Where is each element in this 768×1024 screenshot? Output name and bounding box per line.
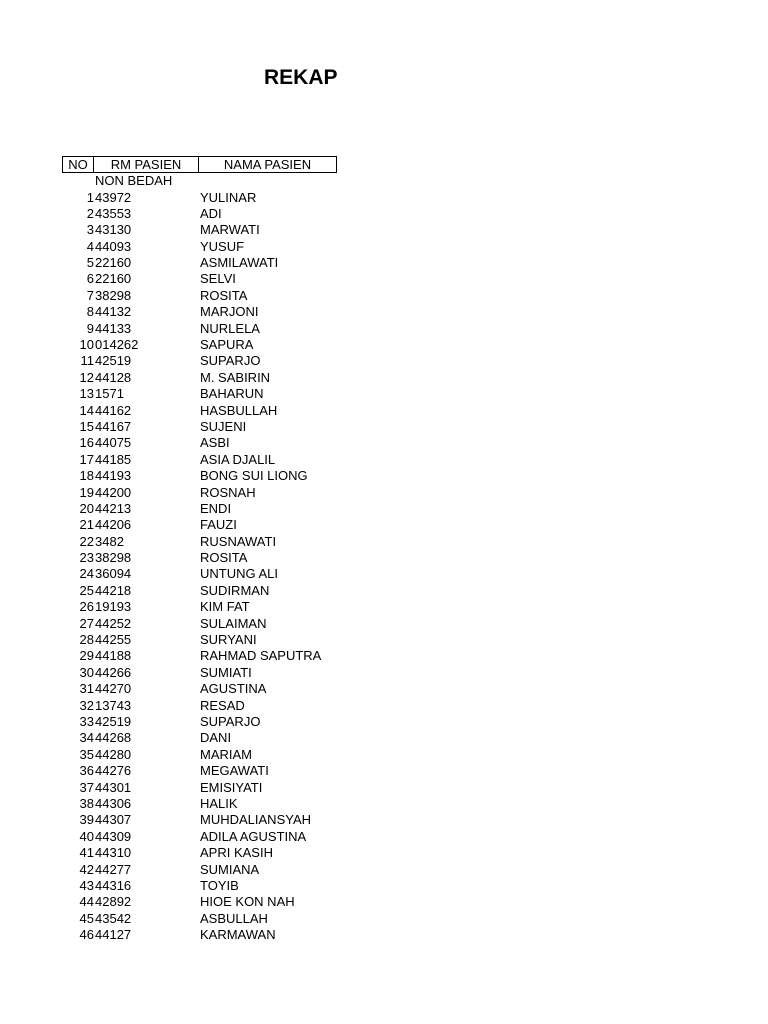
row-rm-pasien: 43972 [95, 189, 132, 205]
row-no: 15 [79, 418, 94, 434]
row-no: 13 [79, 386, 94, 402]
header-no: NO [62, 156, 94, 173]
row-rm-pasien: 014262 [95, 337, 139, 353]
row-nama-pasien: ROSITA [200, 287, 248, 303]
row-no: 20 [79, 500, 94, 516]
table-row [62, 862, 362, 878]
table-row [62, 665, 362, 681]
table-row [62, 206, 362, 222]
section-label: NON BEDAH [95, 173, 173, 188]
row-no: 21 [79, 517, 94, 533]
row-nama-pasien: ROSNAH [200, 484, 256, 500]
row-rm-pasien: 22160 [95, 271, 132, 287]
row-nama-pasien: ENDI [200, 500, 232, 516]
table-row [62, 353, 362, 369]
row-nama-pasien: HIOE KON NAH [200, 894, 295, 910]
row-rm-pasien: 44167 [95, 418, 132, 434]
row-nama-pasien: SULAIMAN [200, 615, 267, 631]
row-no: 40 [79, 828, 94, 844]
table-row [62, 780, 362, 796]
row-nama-pasien: ADI [200, 205, 222, 221]
row-nama-pasien: BONG SUI LIONG [200, 468, 308, 484]
row-rm-pasien: 42519 [95, 353, 132, 369]
table-row [62, 894, 362, 910]
row-nama-pasien: ASBI [200, 435, 230, 451]
row-no: 42 [79, 861, 94, 877]
row-nama-pasien: SURYANI [200, 632, 257, 648]
row-rm-pasien: 44252 [95, 615, 132, 631]
row-no: 11 [80, 353, 94, 369]
row-rm-pasien: 44132 [95, 304, 132, 320]
table-row [62, 501, 362, 517]
row-rm-pasien: 44301 [95, 779, 132, 795]
table-row [62, 632, 362, 648]
row-no: 29 [79, 648, 94, 664]
row-rm-pasien: 44128 [95, 369, 132, 385]
row-no: 36 [79, 763, 94, 779]
table-row [62, 485, 362, 501]
row-nama-pasien: M. SABIRIN [200, 369, 271, 385]
row-no: 41 [79, 845, 94, 861]
row-no: 18 [79, 468, 94, 484]
table-row [62, 812, 362, 828]
table-row [62, 714, 362, 730]
patient-table-body [62, 190, 362, 944]
row-no: 31 [79, 681, 94, 697]
row-nama-pasien: SUDIRMAN [200, 582, 270, 598]
row-rm-pasien: 44162 [95, 402, 132, 418]
row-no: 28 [79, 632, 94, 648]
table-row [62, 517, 362, 533]
row-no: 10 [79, 337, 94, 353]
row-no: 8 [86, 304, 94, 320]
table-row [62, 763, 362, 779]
row-rm-pasien: 44127 [95, 927, 132, 943]
table-row [62, 321, 362, 337]
table-row [62, 845, 362, 861]
table-row [62, 550, 362, 566]
row-rm-pasien: 43542 [95, 910, 132, 926]
row-nama-pasien: ASMILAWATI [200, 255, 279, 271]
table-row [62, 403, 362, 419]
row-rm-pasien: 44200 [95, 484, 132, 500]
row-rm-pasien: 44206 [95, 517, 132, 533]
row-rm-pasien: 42519 [95, 714, 132, 729]
page-title: REKAP [264, 66, 338, 89]
row-nama-pasien: SUPARJO [200, 714, 261, 729]
row-nama-pasien: BAHARUN [200, 386, 264, 402]
row-rm-pasien: 44310 [95, 845, 132, 861]
table-row [62, 681, 362, 697]
row-nama-pasien: AGUSTINA [200, 681, 267, 697]
row-nama-pasien: FAUZI [200, 517, 237, 533]
row-rm-pasien: 44075 [95, 435, 132, 451]
row-nama-pasien: MARIAM [200, 746, 252, 762]
row-no: 39 [79, 812, 94, 828]
row-rm-pasien: 44218 [95, 582, 132, 598]
row-nama-pasien: ASBULLAH [200, 910, 268, 926]
row-rm-pasien: 44270 [95, 681, 132, 697]
row-no: 14 [79, 402, 94, 418]
row-nama-pasien: SUMIATI [200, 664, 252, 680]
row-nama-pasien: SUJENI [200, 418, 247, 434]
row-rm-pasien: 3482 [95, 533, 124, 549]
row-nama-pasien: MARJONI [200, 304, 259, 320]
row-nama-pasien: KARMAWAN [200, 927, 276, 943]
row-nama-pasien: ROSITA [200, 550, 248, 566]
table-row [62, 698, 362, 714]
table-row [62, 271, 362, 287]
row-rm-pasien: 44316 [95, 877, 132, 893]
row-no: 12 [79, 369, 94, 385]
row-no: 24 [79, 566, 94, 582]
row-nama-pasien: ASIA DJALIL [200, 451, 276, 467]
table-row [62, 730, 362, 746]
row-no: 16 [79, 435, 94, 451]
row-no: 44 [79, 894, 94, 910]
table-row [62, 829, 362, 845]
header-nama-pasien: NAMA PASIEN [198, 156, 337, 173]
table-row [62, 452, 362, 468]
row-no: 38 [79, 795, 94, 811]
row-rm-pasien: 1571 [95, 386, 124, 402]
row-nama-pasien: RAHMAD SAPUTRA [200, 648, 322, 664]
row-nama-pasien: ADILA AGUSTINA [200, 828, 307, 844]
table-row [62, 599, 362, 615]
row-nama-pasien: SAPURA [200, 337, 254, 353]
row-nama-pasien: APRI KASIH [200, 845, 273, 861]
row-rm-pasien: 44306 [95, 795, 132, 811]
row-nama-pasien: NURLELA [200, 320, 260, 336]
row-nama-pasien: SELVI [200, 271, 236, 287]
row-rm-pasien: 44193 [95, 468, 132, 484]
row-no: 6 [86, 271, 94, 287]
row-nama-pasien: YULINAR [200, 189, 257, 205]
table-row [62, 255, 362, 271]
row-no: 23 [79, 550, 94, 566]
table-row [62, 878, 362, 894]
row-no: 26 [79, 599, 94, 615]
row-no: 3 [86, 222, 94, 238]
row-rm-pasien: 44188 [95, 648, 132, 664]
row-rm-pasien: 42892 [95, 894, 132, 910]
row-rm-pasien: 22160 [95, 255, 132, 271]
row-rm-pasien: 44276 [95, 763, 132, 779]
row-no: 17 [79, 451, 94, 467]
row-no: 9 [86, 320, 94, 336]
header-rm-pasien: RM PASIEN [93, 156, 199, 173]
row-no: 22 [79, 533, 94, 549]
table-row [62, 747, 362, 763]
row-nama-pasien: MEGAWATI [200, 763, 269, 779]
table-row [62, 796, 362, 812]
row-no: 2 [86, 205, 94, 221]
row-no: 25 [79, 582, 94, 598]
row-rm-pasien: 44268 [95, 730, 132, 746]
table-row [62, 386, 362, 402]
row-no: 34 [79, 730, 94, 746]
table-row [62, 911, 362, 927]
row-rm-pasien: 36094 [95, 566, 132, 582]
table-header [62, 156, 338, 172]
row-rm-pasien: 38298 [95, 550, 132, 566]
row-rm-pasien: 44277 [95, 861, 132, 877]
row-no: 45 [79, 910, 94, 926]
row-nama-pasien: HASBULLAH [200, 402, 278, 418]
row-no: 27 [79, 615, 94, 631]
row-nama-pasien: EMISIYATI [200, 779, 263, 795]
row-no: 46 [79, 927, 94, 943]
row-nama-pasien: MUHDALIANSYAH [200, 812, 312, 828]
row-nama-pasien: TOYIB [200, 877, 239, 893]
row-no: 5 [86, 255, 94, 271]
row-rm-pasien: 44093 [95, 238, 132, 254]
table-row [62, 583, 362, 599]
row-nama-pasien: DANI [200, 730, 232, 746]
row-no: 43 [79, 877, 94, 893]
row-rm-pasien: 44307 [95, 812, 132, 828]
table-row [62, 468, 362, 484]
row-nama-pasien: HALIK [200, 795, 238, 811]
row-rm-pasien: 43130 [95, 222, 132, 238]
table-row [62, 419, 362, 435]
row-no: 1 [86, 189, 94, 205]
row-nama-pasien: SUPARJO [200, 353, 261, 369]
row-nama-pasien: YUSUF [200, 238, 245, 254]
table-row [62, 435, 362, 451]
row-rm-pasien: 44309 [95, 828, 132, 844]
table-row [62, 616, 362, 632]
row-no: 4 [86, 238, 94, 254]
table-row [62, 648, 362, 664]
row-nama-pasien: KIM FAT [200, 599, 250, 615]
table-row [62, 927, 362, 943]
row-no: 35 [79, 746, 94, 762]
row-no: 7 [86, 287, 94, 303]
row-nama-pasien: UNTUNG ALI [200, 566, 279, 582]
row-rm-pasien: 44280 [95, 746, 132, 762]
row-nama-pasien: SUMIANA [200, 861, 260, 877]
row-rm-pasien: 13743 [95, 697, 132, 713]
row-rm-pasien: 43553 [95, 205, 132, 221]
row-no: 32 [79, 697, 94, 713]
row-no: 37 [79, 779, 94, 795]
table-row [62, 239, 362, 255]
row-rm-pasien: 44133 [95, 320, 132, 336]
table-row [62, 190, 362, 206]
table-row [62, 337, 362, 353]
row-no: 33 [79, 714, 94, 729]
table-row [62, 288, 362, 304]
row-nama-pasien: RESAD [200, 697, 245, 713]
table-row [62, 534, 362, 550]
table-row [62, 222, 362, 238]
row-nama-pasien: MARWATI [200, 222, 260, 238]
table-row [62, 304, 362, 320]
table-row [62, 566, 362, 582]
row-rm-pasien: 44255 [95, 632, 132, 648]
row-rm-pasien: 44266 [95, 664, 132, 680]
table-row [62, 370, 362, 386]
row-no: 30 [79, 664, 94, 680]
row-rm-pasien: 44185 [95, 451, 132, 467]
row-nama-pasien: RUSNAWATI [200, 533, 277, 549]
row-rm-pasien: 19193 [95, 599, 132, 615]
row-rm-pasien: 44213 [95, 500, 132, 516]
row-rm-pasien: 38298 [95, 287, 132, 303]
row-no: 19 [79, 484, 94, 500]
